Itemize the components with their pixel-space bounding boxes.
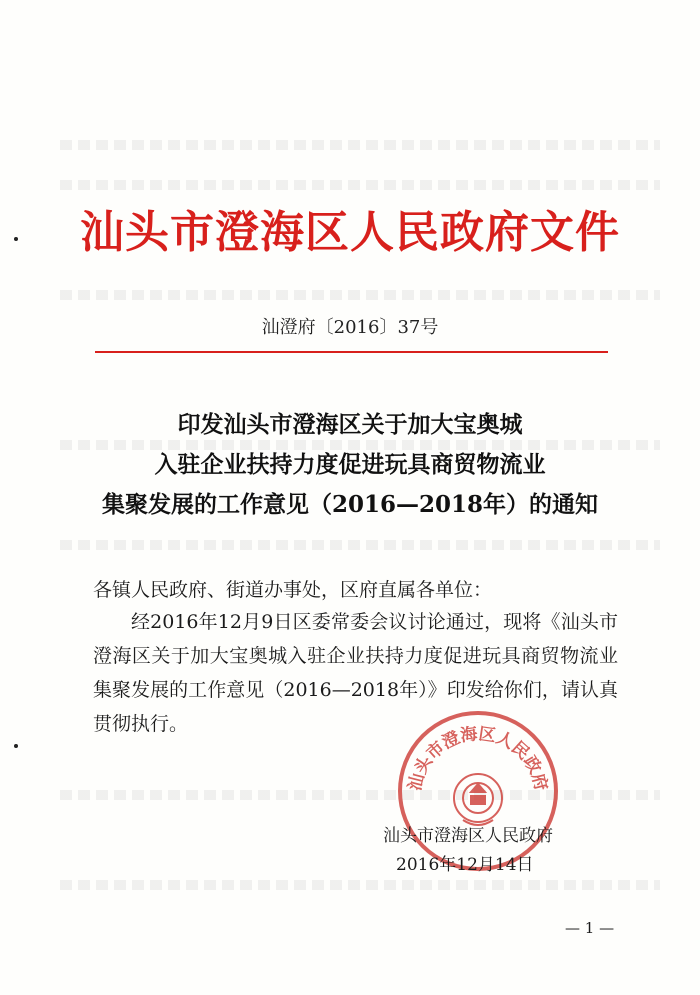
bleed-through-line — [60, 290, 660, 300]
document-header-title: 汕头市澄海区人民政府文件 — [80, 207, 620, 258]
bleed-through-line — [60, 180, 660, 190]
bleed-through-line — [60, 540, 660, 550]
notice-title-line: 印发汕头市澄海区关于加大宝奥城 — [177, 411, 523, 438]
notice-title — [0, 405, 700, 525]
page-number: — 1 — — [565, 919, 615, 937]
bleed-through-line — [60, 790, 660, 800]
salutation: 各镇人民政府、街道办事处，区府直属各单位： — [93, 579, 493, 601]
seal-lettering: 汕头市澄海区人民政府 — [405, 724, 551, 793]
document-number: 汕澄府〔2016〕37号 — [261, 317, 439, 338]
national-emblem-icon — [454, 774, 502, 825]
issuing-authority: 汕头市澄海区人民政府 — [383, 826, 553, 846]
bleed-through-line — [60, 880, 660, 890]
notice-title-line: 集聚发展的工作意见（2016—2018年）的通知 — [101, 491, 599, 518]
body-paragraph: 经2016年12月9日区委常委会议讨论通过，现将《汕头市澄海区关于加大宝奥城入驻企业扶持力度促进玩具商贸物流业集聚发展的工作意见（2016—2018年）》印发给你们，请认真贯彻执行。 — [93, 611, 618, 735]
header-red-divider — [95, 351, 608, 353]
scan-speck — [14, 744, 18, 748]
bleed-through-line — [60, 140, 660, 150]
issue-date: 2016年12月14日 — [396, 855, 534, 875]
notice-title-line: 入驻企业扶持力度促进玩具商贸物流业 — [154, 451, 546, 478]
